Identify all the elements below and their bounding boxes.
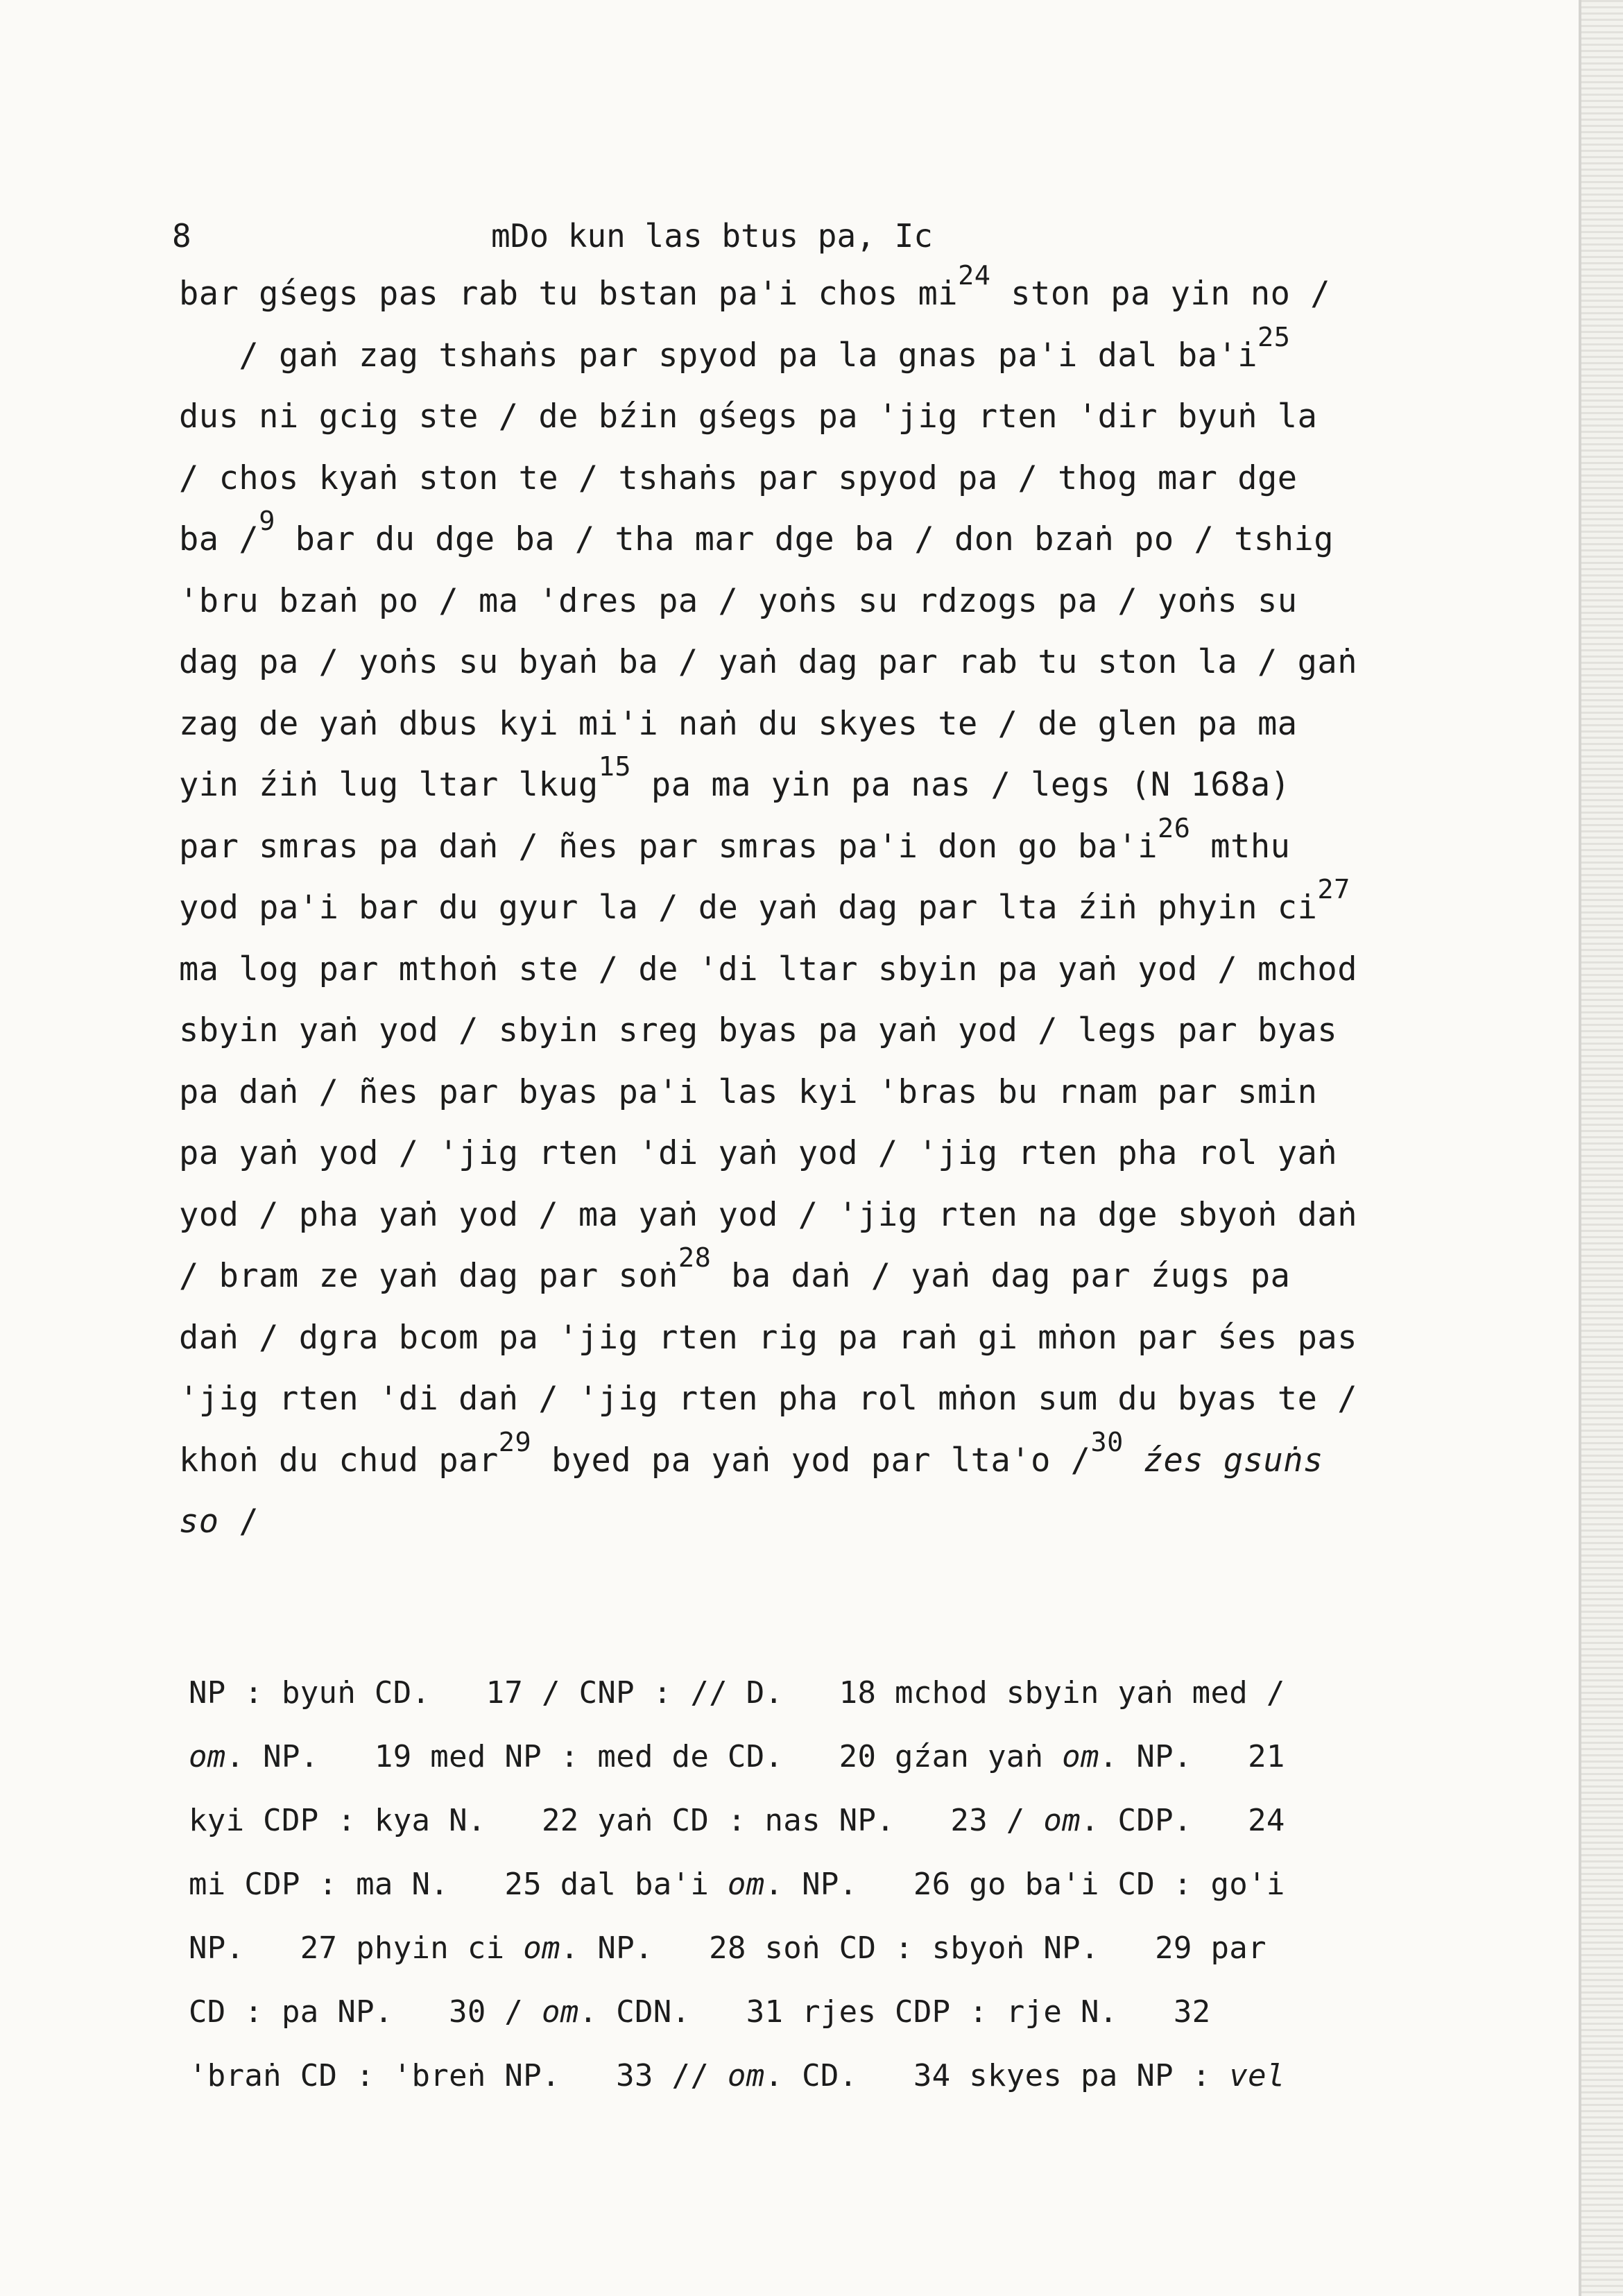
text-line: par smras pa daṅ / ñes par smras pa'i don go $ba'i^{26}$ mthu xyxy=(179,812,1291,866)
page-header xyxy=(172,208,1490,264)
text-line: / bram ze yaṅ dag par soṅ$^{28}$ ba daṅ / yaṅ dag par źugs pa xyxy=(179,1242,1291,1295)
footnote-marker: 25 xyxy=(1257,321,1291,353)
text-line: dus ni gcig ste / de bźin gśegs pa 'jig rten 'dir byuṅ la xyxy=(179,397,1318,436)
text-line: pa yaṅ yod / 'jig rten 'di yaṅ yod / 'jig rten pha rol yaṅ xyxy=(179,1134,1338,1172)
footnote-marker: 24 xyxy=(958,260,991,292)
running-title: mDo kun las btus pa, Ic xyxy=(491,217,933,255)
italic-text: źes gsuṅs xyxy=(1143,1441,1323,1480)
text-line: daṅ / dgra bcom pa 'jig rten rig pa raṅ gi mṅon par śes pas xyxy=(179,1318,1357,1357)
text-line: yod pa'i bar du gyur la / de yaṅ dag par lta źiṅ phyin $ci^{27}$ xyxy=(179,874,1350,927)
text-line: 'jig rten 'di daṅ / 'jig rten pha rol mṅon sum du byas te / xyxy=(179,1380,1357,1418)
italic-text: om xyxy=(1062,1739,1099,1774)
italic-text: om xyxy=(727,1867,765,1902)
footnote-line: om. NP. 19 med NP : med de CD. 20 gźan yaṅ om. NP. 21 xyxy=(189,1739,1285,1774)
italic-text: so xyxy=(179,1502,219,1541)
text-line: zag de yaṅ dbus kyi mi'i naṅ du skyes te / de glen pa ma xyxy=(179,704,1298,743)
footnote-line: CD : pa NP. 30 / om. CDN. 31 rjes CDP : rje N. 32 xyxy=(189,1994,1211,2030)
text-line: ba /$^9$ bar du dge ba / tha mar dge ba / don bzaṅ po / tshig xyxy=(179,506,1334,558)
footnote-marker: 26 xyxy=(1158,812,1191,844)
italic-text: om xyxy=(1043,1803,1081,1838)
footnote-line: mi CDP : ma N. 25 dal ba'i om. NP. 26 go ba'i CD : go'i xyxy=(189,1867,1285,1902)
footnote-line: 'braṅ CD : 'breṅ NP. 33 // om. CD. 34 skyes pa NP : vel xyxy=(189,2058,1285,2093)
italic-text: om xyxy=(523,1930,560,1966)
footnote-marker: 30 xyxy=(1090,1426,1124,1458)
text-line: / gaṅ zag tshaṅs par spyod pa la gnas pa'i dal $ba'i^{25}$ xyxy=(179,321,1291,375)
footnote-line: NP : byuṅ CD. 17 / CNP : // D. 18 mchod sbyin yaṅ med / xyxy=(189,1675,1285,1711)
footnote-line: NP. 27 phyin ci om. NP. 28 soṅ CD : sbyoṅ NP. 29 par xyxy=(189,1930,1266,1966)
footnote-marker: 9 xyxy=(259,506,275,538)
italic-text: vel xyxy=(1229,2058,1285,2093)
footnote-marker: 29 xyxy=(498,1426,532,1458)
footnotes xyxy=(189,1661,1479,2108)
italic-text: om xyxy=(542,1994,579,2030)
text-line: dag pa / yoṅs su byaṅ ba / yaṅ dag par rab tu ston la / gaṅ xyxy=(179,643,1357,681)
italic-text: om xyxy=(189,1739,226,1774)
text-line: yin źiṅ lug ltar lkug$^{15}$ pa ma yin pa nas / legs (N 168a) xyxy=(179,751,1291,804)
footnote-marker: 15 xyxy=(598,751,632,783)
text-line: sbyin yaṅ yod / sbyin sreg byas pa yaṅ yod / legs par byas xyxy=(179,1011,1338,1050)
text-line: / chos kyaṅ ston te / tshaṅs par spyod pa / thog mar dge xyxy=(179,459,1298,497)
italic-text: om xyxy=(727,2058,765,2093)
text-line: so / xyxy=(179,1502,259,1541)
footnote-marker: 27 xyxy=(1317,874,1350,906)
scan-edge xyxy=(1581,0,1623,2296)
main-text xyxy=(179,260,1469,1553)
text-line: khoṅ du chud par$^{29}$ byed pa yaṅ yod par lta'o /$^{30}$ źes gsuṅs xyxy=(179,1426,1323,1480)
text-line: 'bru bzaṅ po / ma 'dres pa / yoṅs su rdzogs pa / yoṅs su xyxy=(179,581,1298,620)
footnote-line: kyi CDP : kya N. 22 yaṅ CD : nas NP. 23 / om. CDP. 24 xyxy=(189,1803,1285,1838)
footnote-marker: 28 xyxy=(678,1242,712,1274)
text-line: bar gśegs pas rab tu bstan pa'i chos $mi^{24}$ ston pa yin no / xyxy=(179,260,1331,313)
text-line: pa daṅ / ñes par byas pa'i las kyi 'bras bu rnam par smin xyxy=(179,1072,1318,1111)
page-number: 8 xyxy=(172,217,191,255)
text-line: yod / pha yaṅ yod / ma yaṅ yod / 'jig rten na dge sbyoṅ daṅ xyxy=(179,1195,1357,1234)
text-line: ma log par mthoṅ ste / de 'di ltar sbyin pa yaṅ yod / mchod xyxy=(179,950,1357,988)
